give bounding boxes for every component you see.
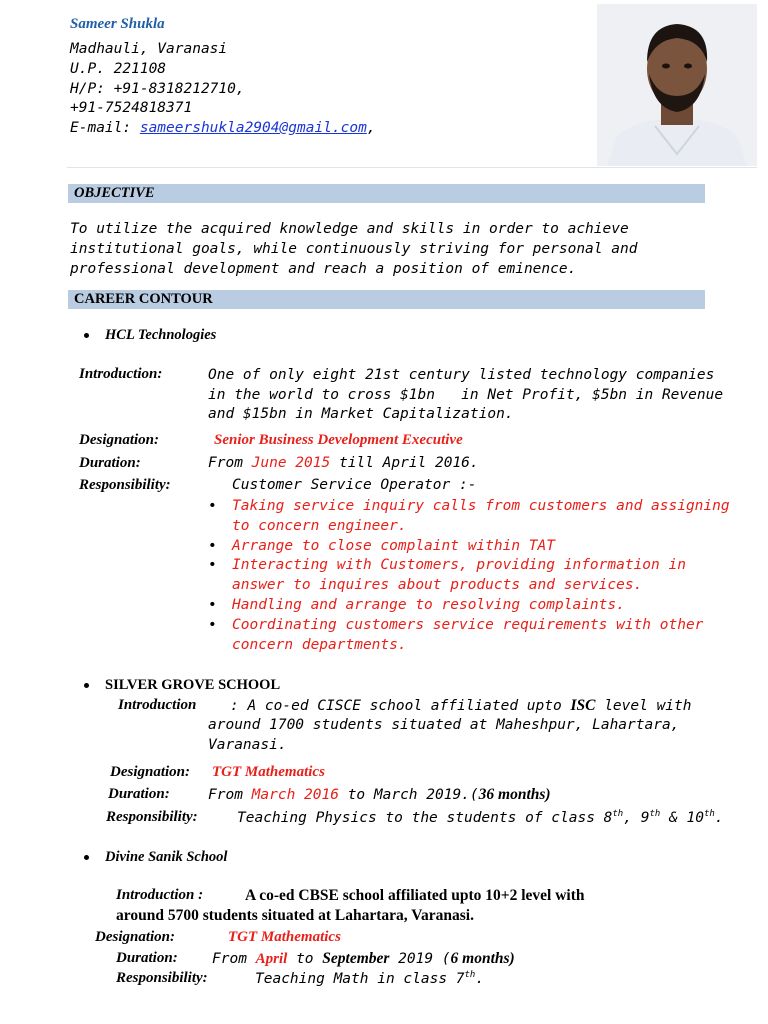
- duration-start: April: [255, 951, 288, 967]
- profile-photo: [597, 4, 757, 166]
- phone-line-1: H/P: +91-8318212710,: [70, 81, 245, 97]
- company-divine-sanik: [84, 849, 227, 866]
- silver-intro-line3: Varanasi.: [208, 737, 287, 753]
- intro-text: : A co-ed CISCE school affiliated upto: [230, 698, 571, 714]
- sup: th: [703, 809, 715, 819]
- hcl-intro-line: and $15bn in Market Capitalization.: [208, 406, 514, 422]
- header-divider: [67, 167, 757, 168]
- silver-intro-line1: [230, 697, 692, 715]
- silver-designation: TGT Mathematics: [212, 764, 325, 780]
- silver-intro-label: Introduction: [118, 697, 197, 713]
- list-item: • Coordinating customers service requirements with other concern departments.: [208, 616, 738, 656]
- list-item: • Handling and arrange to resolving complaints.: [208, 596, 738, 616]
- duration-from: From: [208, 787, 252, 803]
- hcl-designation: Senior Business Development Executive: [214, 432, 463, 448]
- duration-months: 6 months): [450, 950, 515, 967]
- resp-text: .: [714, 809, 724, 826]
- duration-rest: to March 2019.(: [338, 787, 479, 803]
- silver-responsibility: [237, 809, 724, 826]
- hcl-intro-text: [208, 366, 723, 425]
- company-hcl: [84, 327, 216, 344]
- resp-text: Teaching Physics to the students of class 8: [237, 809, 613, 826]
- objective-heading: OBJECTIVE: [68, 184, 705, 203]
- duration-months: 36 months): [478, 786, 551, 803]
- hcl-responsibility-label: Responsibility:: [79, 477, 171, 493]
- sup: th: [612, 809, 624, 819]
- silver-duration: [208, 786, 551, 804]
- company-name: Divine Sanik School: [105, 849, 228, 865]
- silver-designation-label: Designation:: [110, 764, 191, 780]
- sup: th: [649, 809, 661, 819]
- resp-text: , 9: [623, 809, 650, 826]
- candidate-name: Sameer Shukla: [70, 16, 165, 32]
- silver-intro-line2: around 1700 students situated at Maheshpur, Lahartara,: [208, 717, 680, 733]
- resp-text: .: [475, 970, 485, 987]
- divine-duration-label: Duration:: [116, 950, 178, 966]
- intro-text: level with: [595, 698, 692, 714]
- divine-designation: TGT Mathematics: [228, 929, 341, 945]
- duration-from: From: [212, 951, 256, 967]
- hcl-intro-label: Introduction:: [79, 366, 163, 382]
- portrait-image: [597, 4, 757, 166]
- duration-from: From: [208, 455, 252, 471]
- bullet-icon: [84, 683, 89, 688]
- divine-intro-label: Introduction :: [116, 887, 204, 903]
- silver-duration-label: Duration:: [108, 786, 170, 802]
- hcl-designation-label: Designation:: [79, 432, 160, 448]
- duration-to: to: [287, 951, 323, 967]
- hcl-duration: [208, 455, 479, 471]
- divine-designation-label: Designation:: [95, 929, 176, 945]
- phone-line-2: +91-7524818371: [70, 100, 193, 116]
- duration-start: March 2016: [251, 787, 339, 803]
- email-label: E-mail:: [70, 120, 132, 136]
- hcl-intro-line: One of only eight 21st century listed technology companies: [208, 367, 715, 383]
- duration-end: September: [322, 950, 390, 967]
- hcl-duration-label: Duration:: [79, 455, 141, 471]
- hcl-intro-line: in the world to cross $1bn in Net Profit, $5bn in Revenue: [208, 386, 724, 403]
- divine-duration: [212, 950, 515, 968]
- divine-responsibility: [255, 970, 484, 987]
- divine-intro-line2: around 5700 students situated at Lahartara, Varanasi.: [116, 907, 474, 924]
- address-line-2: U.P. 221108: [70, 61, 167, 77]
- email-suffix: ,: [366, 120, 376, 136]
- hcl-responsibility-intro: Customer Service Operator :-: [232, 477, 477, 493]
- email-link[interactable]: sameershukla2904@gmail.com: [139, 120, 367, 136]
- intro-isc: ISC: [570, 697, 596, 714]
- list-item: • Interacting with Customers, providing information in answer to inquires about products and services.: [208, 556, 738, 596]
- duration-start: June 2015: [251, 455, 331, 471]
- company-name: HCL Technologies: [105, 327, 217, 343]
- company-silver-grove: [84, 677, 280, 694]
- objective-text: To utilize the acquired knowledge and skills in order to achieve institutional goals, while continuously striving for personal and professional development and reach a position of eminence.: [70, 221, 638, 277]
- career-heading: CAREER CONTOUR: [68, 290, 705, 309]
- list-item: • Taking service inquiry calls from customers and assigning to concern engineer.: [208, 497, 738, 537]
- resp-text: & 10: [660, 809, 704, 826]
- bullet-icon: [84, 333, 89, 338]
- list-item: • Arrange to close complaint within TAT: [208, 537, 738, 557]
- duration-rest: till April 2016.: [330, 455, 479, 471]
- company-name: SILVER GROVE SCHOOL: [105, 677, 281, 693]
- divine-intro-line1: A co-ed CBSE school affiliated upto 10+2 level with: [245, 887, 585, 904]
- hcl-responsibility-list: [208, 497, 738, 655]
- email-line: [70, 119, 376, 139]
- bullet-icon: [84, 855, 89, 860]
- resp-text: Teaching Math in class 7: [255, 970, 465, 987]
- address-line-1: Madhauli, Varanasi: [70, 41, 228, 57]
- divine-responsibility-label: Responsibility:: [116, 970, 208, 986]
- silver-responsibility-label: Responsibility:: [106, 809, 198, 825]
- sup: th: [464, 970, 476, 980]
- duration-year: 2019 (: [389, 951, 451, 967]
